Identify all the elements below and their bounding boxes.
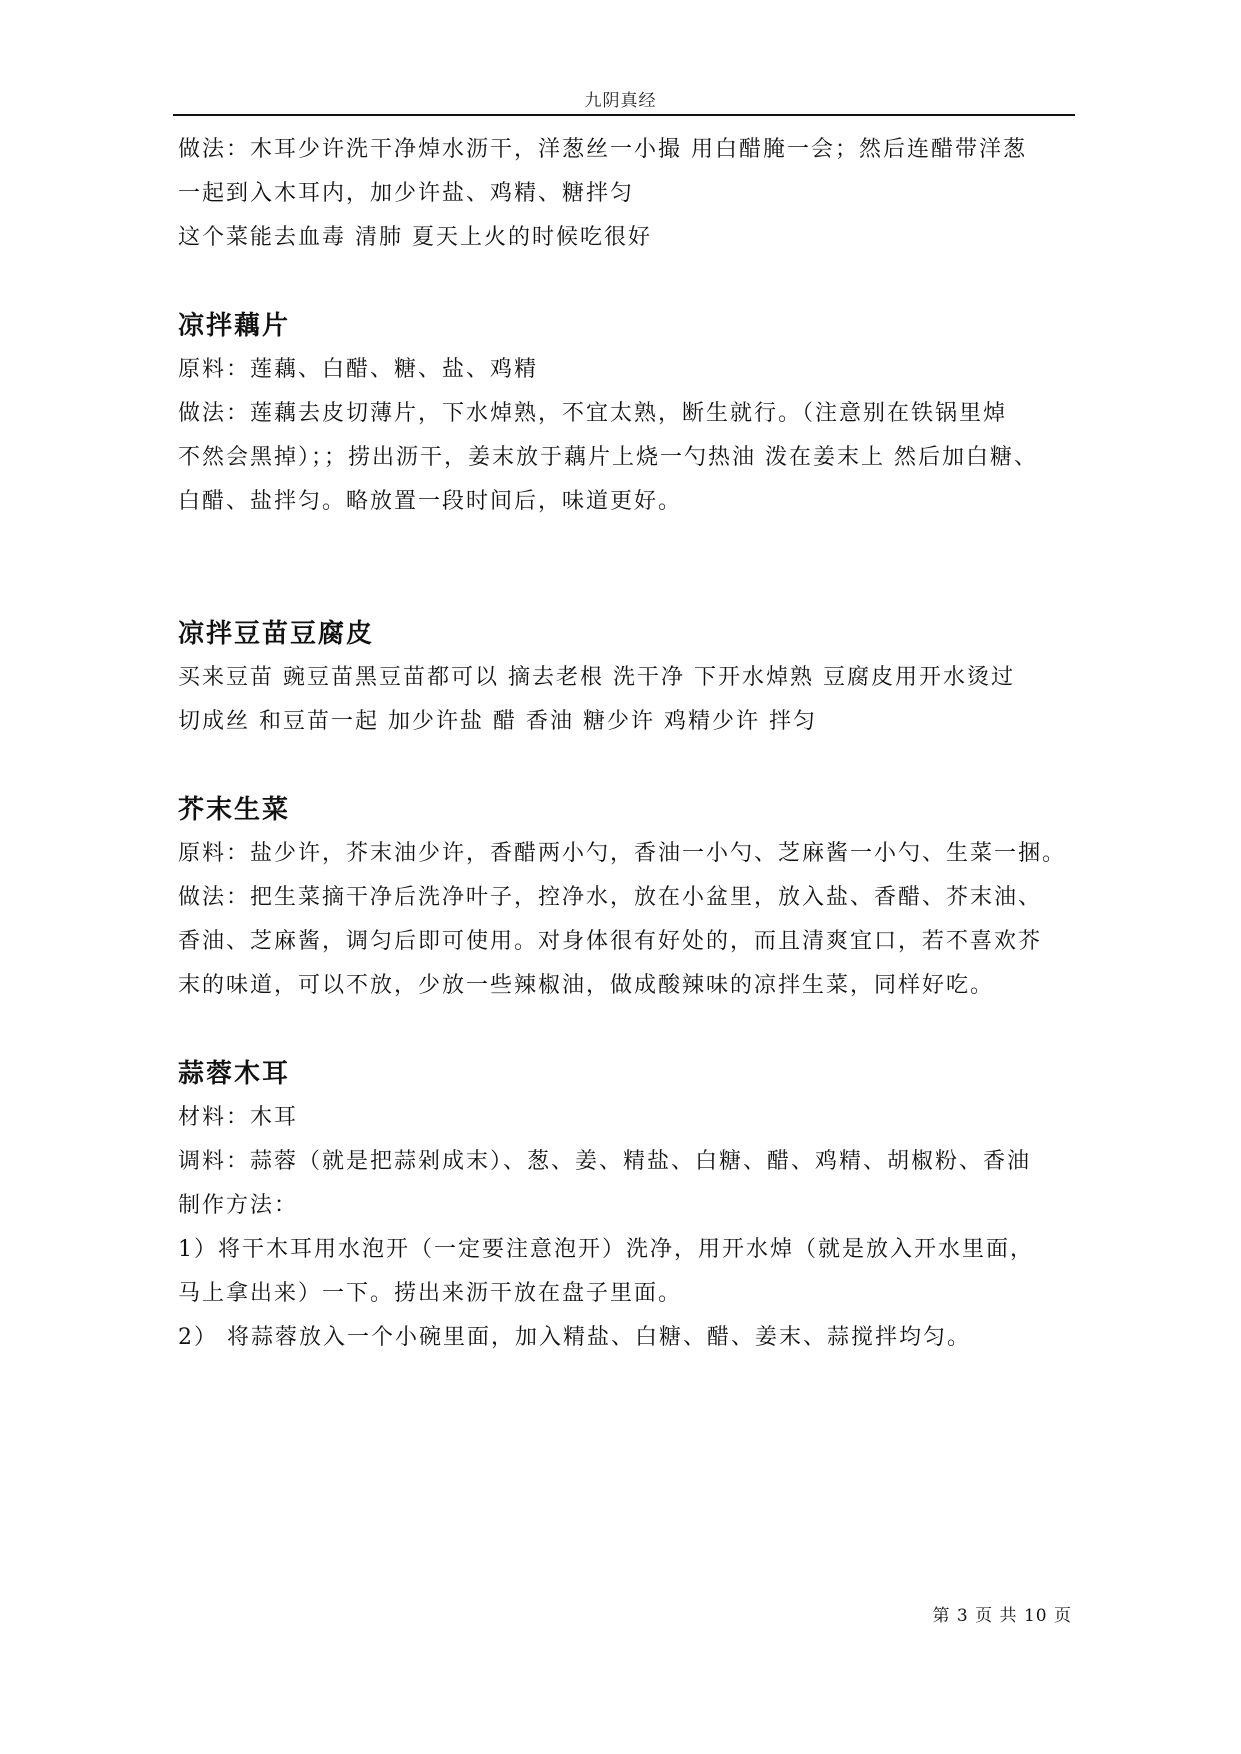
recipe-line: 做法：莲藕去皮切薄片，下水焯熟，不宜太熟，断生就行。（注意别在铁锅里焯 [178,401,1008,426]
recipe-section [178,788,1088,1008]
recipe-title: 凉拌豆苗豆腐皮 [178,619,375,649]
recipe-line: 香油、芝麻酱，调匀后即可使用。对身体很有好处的，而且清爽宜口，若不喜欢芥 [178,929,1043,954]
recipe-title: 凉拌藕片 [178,311,291,341]
recipe-line: 买来豆苗 豌豆苗黑豆苗都可以 摘去老根 洗干净 下开水焯熟 豆腐皮用开水烫过 [178,665,1015,690]
recipe-line: 原料：盐少许，芥末油少许，香醋两小勺，香油一小勺、芝麻酱一小勺、生菜一捆。 [178,841,1067,866]
recipe-line: 制作方法： [178,1193,299,1218]
recipe-line: 2） 将蒜蓉放入一个小碗里面，加入精盐、白糖、醋、姜末、蒜搅拌均匀。 [178,1325,971,1350]
recipe-line: 马上拿出来）一下。捞出来沥干放在盘子里面。 [178,1281,683,1306]
recipe-title: 芥末生菜 [178,795,291,825]
recipe-line: 不然会黑掉）；；捞出沥干，姜末放于藕片上烧一勺热油 泼在姜末上 然后加白糖、 [178,445,1038,470]
intro-line: 做法：木耳少许洗干净焯水沥干，洋葱丝一小撮 用白醋腌一会；然后连醋带洋葱 [178,137,1027,162]
page-number-footer: 第 3 页 共 10 页 [932,1606,1072,1626]
recipe-line: 原料：莲藕、白醋、糖、盐、鸡精 [178,357,539,382]
recipe-line: 末的味道，可以不放，少放一些辣椒油，做成酸辣味的凉拌生菜，同样好吃。 [178,973,995,998]
document-body [178,128,1088,1360]
recipe-line: 白醋、盐拌匀。略放置一段时间后，味道更好。 [178,489,683,514]
intro-line: 一起到入木耳内，加少许盐、鸡精、糖拌匀 [178,181,635,206]
page-header-title: 九阴真经 [584,91,657,111]
recipe-section [178,304,1088,524]
recipe-line: 调料：蒜蓉（就是把蒜剁成末）、葱、姜、精盐、白糖、醋、鸡精、胡椒粉、香油 [178,1149,1032,1174]
recipe-section [178,1052,1088,1360]
recipe-line: 材料：木耳 [178,1105,299,1130]
recipe-title: 蒜蓉木耳 [178,1059,291,1089]
intro-line: 这个菜能去血毒 清肺 夏天上火的时候吃很好 [178,225,652,250]
recipe-line: 1）将干木耳用水泡开（一定要注意泡开）洗净，用开水焯（就是放入开水里面， [178,1237,1034,1262]
header-divider [173,114,1075,116]
recipe-line: 做法：把生菜摘干净后洗净叶子，控净水，放在小盆里，放入盐、香醋、芥末油、 [178,885,1043,910]
recipe-line: 切成丝 和豆苗一起 加少许盐 醋 香油 糖少许 鸡精少许 拌匀 [178,709,817,734]
recipe-section [178,612,1088,744]
